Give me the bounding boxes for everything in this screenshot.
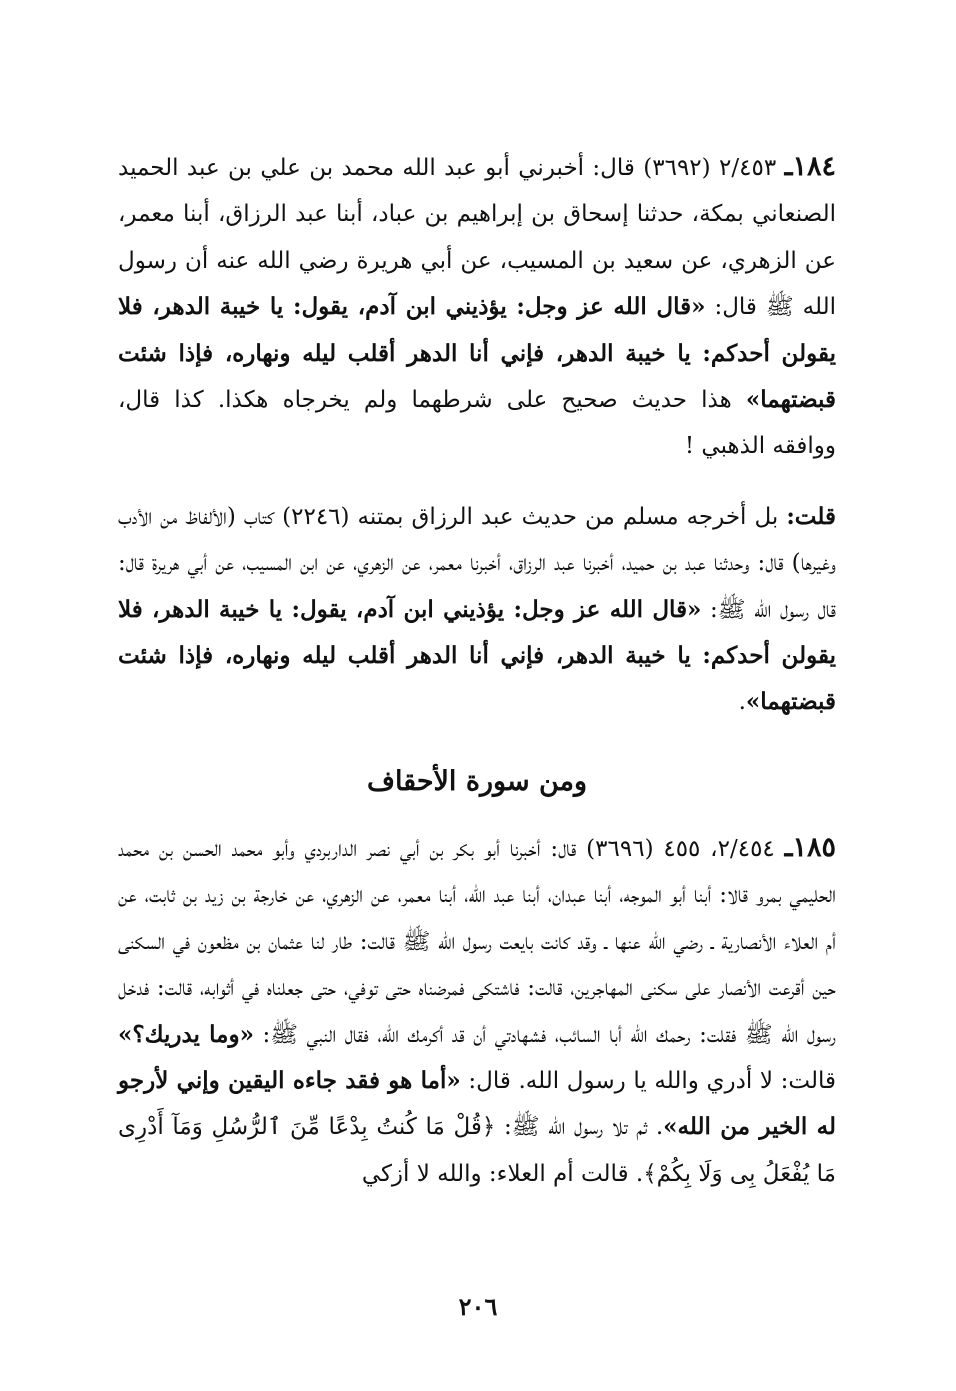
hadith-185-paragraph — [118, 825, 836, 1197]
hadith-184-paragraph — [118, 144, 836, 470]
comment-184-text-2: . — [738, 689, 746, 716]
hadith-185-text-1: ٢/٤٥٤، ٤٥٥ (٣٦٩٦) قال: أخبرنا أبو بكر بن أبي نصر الداربردي وأبو محمد الحسن بن محمد الحليمي بمرو قالا: أبنا أبو الموجه، أبنا عبدان، أبنا عبد الله، أبنا معمر، عن الزهري، عن خارجة بن زيد بن ثابت، عن أم العلاء الأنصارية ـ رضي الله عنها ـ وقد كانت بايعت رسول الله ﷺ قالت: طار لنا عثمان بن مظعون في السكنى حين أقرعت الأنصار على سكنى المهاجرين، قالت: فاشتكى فمرضناه حتى توفي، حتى جعلناه في أثوابه، قالت: فدخل رسول الله ﷺ فقلت: رحمك الله أبا السائب، فشهادتي أن قد أكرمك الله، فقال النبي ﷺ: — [118, 835, 836, 1048]
hadith-184-bold-quote: «قال الله عز وجل: يؤذيني ابن آدم، يقول: يا خيبة الدهر، فلا يقولن أحدكم: يا خيبة الدهر، فإني أنا الدهر أقلب ليله ونهاره، فإذا شئت قبضتهما» — [118, 293, 836, 414]
hadith-185-number: ١٨٥ـ — [784, 831, 836, 863]
comment-184-bold-quote: «قال الله عز وجل: يؤذيني ابن آدم، يقول: يا خيبة الدهر، فلا يقولن أحدكم: يا خيبة الدهر، فإني أنا الدهر أقلب ليله ونهاره، فإذا شئت قبضتهما» — [118, 595, 836, 716]
page-number: ٢٠٦ — [458, 1292, 498, 1321]
hadith-184-text-2: هذا حديث صحيح على شرطهما ولم يخرجاه هكذا. كذا قال، ووافقه الذهبي ! — [118, 387, 836, 460]
hadith-185-text-3: . ثم تلا رسول الله ﷺ: — [495, 1114, 664, 1141]
hadith-184-number: ١٨٤ـ — [784, 151, 837, 182]
comment-184-text-1: بل أخرجه مسلم من حديث عبد الرزاق بمتنه (٢٢٤٦) كتاب (الألفاظ من الأدب وغيرها) قال: وحدثنا عبد بن حميد، أخبرنا عبد الرزاق، أخبرنا معمر، عن الزهري، عن ابن المسيب، عن أبي هريرة قال: قال رسول الله ﷺ: — [118, 503, 836, 623]
hadith-185-text-2: قالت: لا أدري والله يا رسول الله. قال: — [460, 1067, 836, 1094]
section-heading: ومن سورة الأحقاف — [366, 765, 588, 797]
comment-184-paragraph — [118, 494, 836, 726]
hadith-184-text-1: ٢/٤٥٣ (٣٦٩٢) قال: أخبرني أبو عبد الله محمد بن علي بن عبد الحميد الصنعاني بمكة، حدثنا إسحاق بن إبراهيم بن عباد، أبنا عبد الرزاق، أبنا معمر، عن الزهري، عن سعيد بن المسيب، عن أبي هريرة رضي الله عنه أن رسول الله ﷺ قال: — [118, 155, 836, 321]
quran-verse: ﴿قُلْ مَا كُنتُ بِدْعًا مِّنَ ٱلرُّسُلِ وَمَآ أَدْرِى مَا يُفْعَلُ بِى وَلَا بِكُمْ﴾ — [118, 1114, 836, 1187]
comment-184-lead: قلت: — [786, 502, 836, 530]
hadith-185-text-4: . قالت أم العلاء: والله لا أزكي — [361, 1160, 644, 1187]
hadith-185-bold-quote-2: «أما هو فقد جاءه اليقين وإني لأرجو له الخير من الله» — [118, 1066, 836, 1141]
hadith-185-bold-quote-1: «وما يدريك؟» — [118, 1020, 254, 1048]
